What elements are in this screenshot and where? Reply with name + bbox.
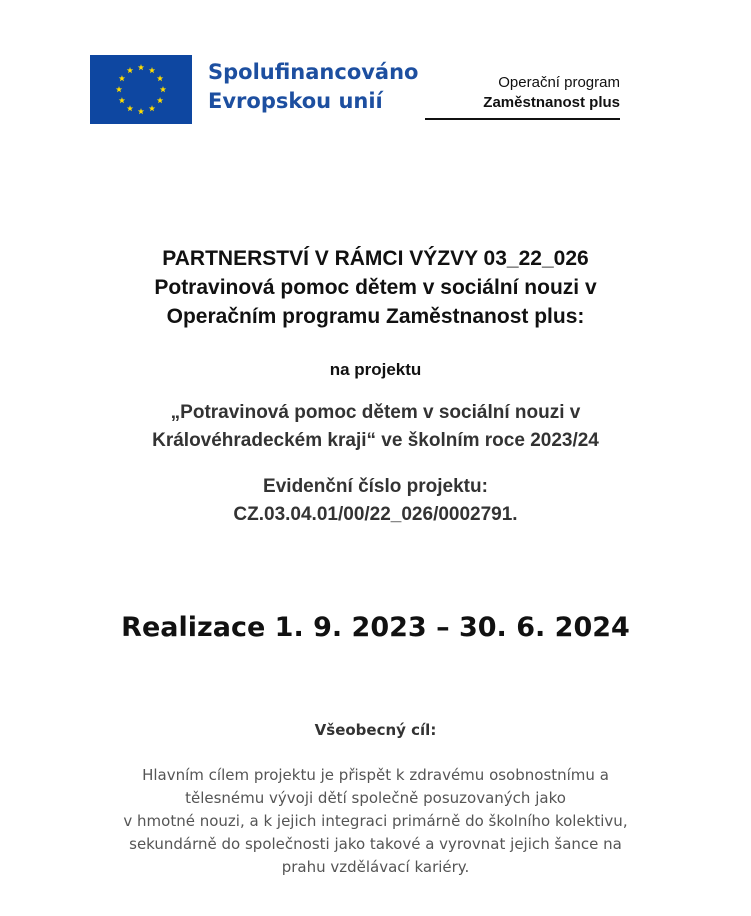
op-underline (425, 118, 620, 120)
evidence-number (0, 473, 751, 529)
goal-text (0, 764, 751, 879)
eu-text-line2: Evropskou unií (208, 89, 383, 113)
eu-star (138, 108, 144, 114)
evidence-value: CZ.03.04.01/00/22_026/0002791. (233, 504, 518, 525)
na-projektu: na projektu (329, 360, 422, 379)
eu-flag-icon (90, 55, 192, 124)
project-name (0, 399, 751, 455)
title-line3: Operačním programu Zaměstnanost plus: (166, 305, 585, 328)
eu-star (157, 75, 163, 81)
operational-programme-logo (425, 73, 620, 113)
eu-star (127, 67, 133, 73)
project-name-line1: „Potravinová pomoc dětem v sociální nouzi v (170, 402, 581, 423)
op-line1: Operační program (498, 74, 620, 91)
eu-star (149, 105, 155, 111)
eu-star (127, 105, 133, 111)
eu-star (149, 67, 155, 73)
goal-line: prahu vzdělávací kariéry. (281, 858, 470, 876)
op-line2: Zaměstnanost plus (483, 94, 620, 111)
realization-period: Realizace 1. 9. 2023 – 30. 6. 2024 (121, 612, 630, 643)
eu-star (119, 97, 125, 103)
goal-line: sekundárně do společnosti jako takové a vyrovnat jejich šance na (129, 835, 622, 853)
eu-star (119, 75, 125, 81)
eu-star (116, 86, 122, 92)
eu-stars (90, 55, 192, 124)
project-name-line2: Královéhradeckém kraji“ ve školním roce 2023/24 (152, 430, 599, 451)
eu-cofinancing-text (208, 58, 418, 116)
goal-line: tělesnému vývoji dětí společně posuzovaných jako (185, 789, 566, 807)
goal-line: v hmotné nouzi, a k jejich integraci primárně do školního kolektivu, (123, 812, 628, 830)
eu-star (138, 64, 144, 70)
eu-star (157, 97, 163, 103)
partnership-title (0, 244, 751, 331)
goal-heading: Všeobecný cíl: (314, 721, 437, 739)
goal-line: Hlavním cílem projektu je přispět k zdravému osobnostnímu a (142, 766, 609, 784)
eu-star (160, 86, 166, 92)
title-line1: PARTNERSTVÍ V RÁMCI VÝZVY 03_22_026 (162, 247, 589, 270)
evidence-label: Evidenční číslo projektu: (263, 476, 488, 497)
eu-text-line1: Spolufinancováno (208, 60, 419, 84)
title-line2: Potravinová pomoc dětem v sociální nouzi v (154, 276, 597, 299)
logo-header (0, 0, 751, 140)
